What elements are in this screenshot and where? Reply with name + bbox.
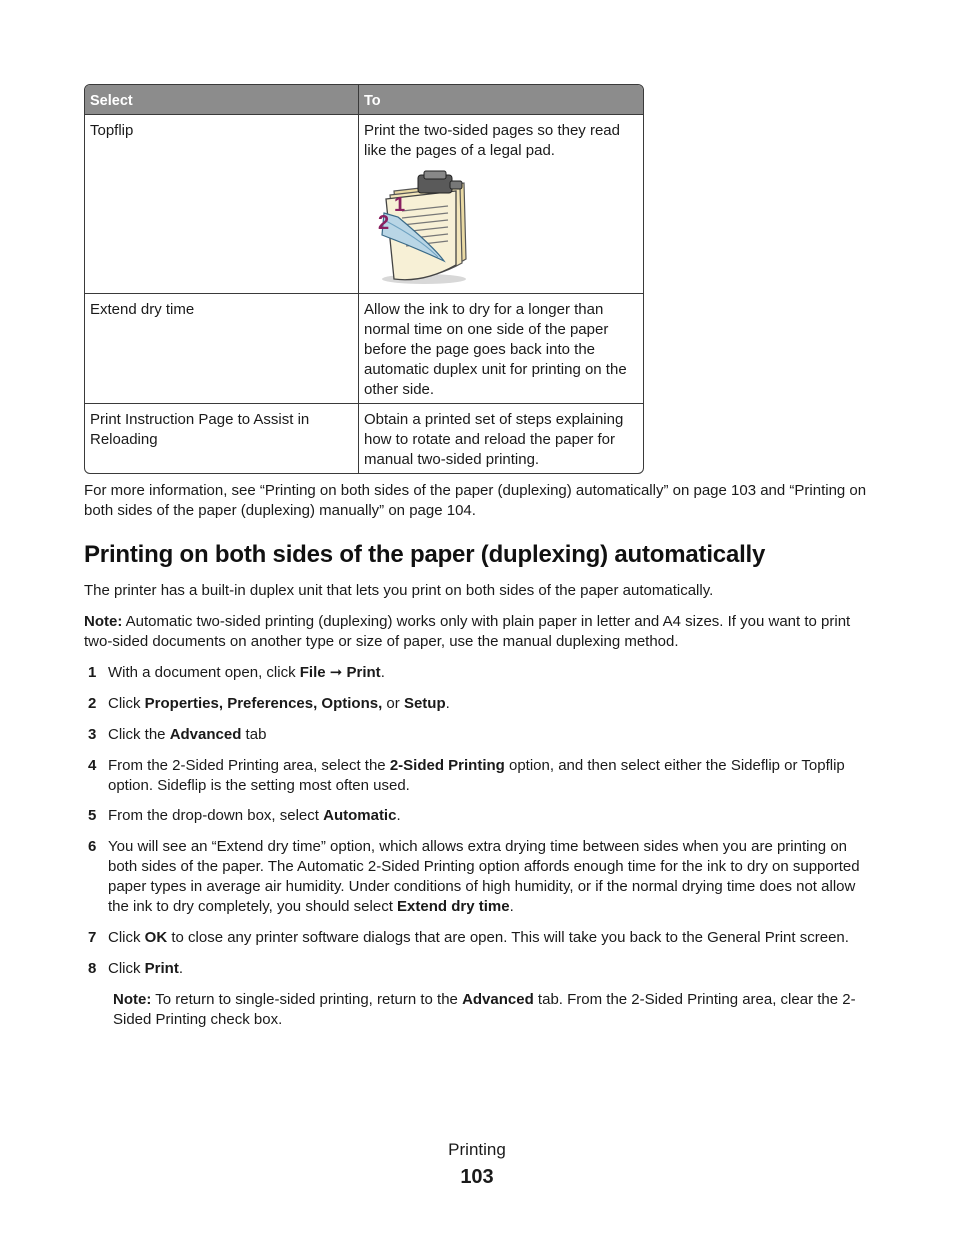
note-text: Automatic two-sided printing (duplexing) works only with plain paper in letter and A4 sizes. If you want to print two-sided documents on another type or size of paper, use the manual duplexing method.: [84, 613, 851, 650]
step-text-part: to close any printer software dialogs that are open. This will take you back to the General Print screen.: [167, 929, 849, 946]
step-text: [108, 928, 874, 948]
illustration-number-1: 1: [394, 194, 406, 216]
step-text-part: option, and then select either the Sideflip or Topflip option. Sideflip is the setting most often used.: [108, 757, 845, 794]
step-bold-part: Properties, Preferences, Options,: [144, 695, 383, 712]
step-bold-part: Setup: [403, 695, 446, 712]
table-row: [85, 293, 643, 403]
step-text: [108, 663, 874, 683]
intro-paragraph: The printer has a built-in duplex unit that lets you print on both sides of the paper automatically.: [84, 582, 714, 599]
step-text-part: Click: [108, 929, 145, 946]
step-bold-part: OK: [144, 929, 168, 946]
note-text: tab. From the 2-Sided Printing area, clear the 2-Sided Printing check box.: [113, 991, 856, 1028]
step-bold-part: File ➞ Print: [299, 664, 381, 681]
step-number: 6: [88, 838, 97, 855]
note-text: To return to single-sided printing, return to the: [151, 991, 463, 1008]
step-text: [108, 959, 874, 979]
step-item: [88, 959, 874, 979]
step-item: [88, 663, 874, 683]
return-note: [113, 990, 873, 1030]
row-select-cell: Print Instruction Page to Assist in Reloading: [85, 404, 359, 473]
step-text-part: Click: [108, 960, 145, 977]
step-text: [108, 806, 874, 826]
step-text-part: .: [178, 960, 184, 977]
step-text-part: .: [396, 807, 401, 824]
row-to-text: Print the two-sided pages so they read like the pages of a legal pad.: [364, 122, 620, 159]
step-text: [108, 725, 874, 745]
step-text-part: .: [509, 898, 514, 915]
step-number: 5: [88, 807, 97, 824]
section-title: Printing on both sides of the paper (duplexing) automatically: [84, 541, 766, 568]
step-number: 2: [88, 695, 97, 712]
step-bold-part: 2-Sided Printing: [389, 757, 505, 774]
step-text-part: You will see an “Extend dry time” option, which allows extra drying time between sides when you are printing on both sides of the paper. The Automatic 2-Sided Printing option affords enough time for the ink to dry on supported paper types in average air humidity. Under conditions of high humidity, or if the normal drying time does not allow the ink to dry completely, you should select: [108, 838, 860, 915]
row-to-cell: Obtain a printed set of steps explaining how to rotate and reload the paper for manual two-sided printing.: [364, 411, 624, 468]
step-text-part: From the 2-Sided Printing area, select the: [108, 757, 390, 774]
illustration-number-2: 2: [378, 212, 390, 234]
step-item: [88, 837, 874, 917]
step-number: 8: [88, 960, 97, 977]
step-text-part: or: [382, 695, 404, 712]
step-item: [88, 694, 874, 714]
footer-section-label: Printing: [448, 1140, 506, 1159]
note-paragraph: [84, 612, 874, 652]
step-bold-part: Automatic: [323, 807, 397, 824]
step-text: [108, 694, 874, 714]
step-bold-part: Print: [144, 960, 179, 977]
row-select-cell: Extend dry time: [85, 294, 359, 403]
step-text-part: From the drop-down box, select: [108, 807, 324, 824]
header-select: Select: [85, 85, 359, 114]
topflip-illustration: [364, 169, 479, 287]
options-table: [84, 84, 644, 474]
step-bold-part: Advanced: [169, 726, 242, 743]
row-select-cell: Topflip: [85, 115, 359, 293]
step-number: 1: [88, 664, 97, 681]
step-text-part: Click the: [108, 726, 170, 743]
note-label: Note:: [84, 613, 123, 630]
step-text: [108, 756, 874, 796]
step-number: 3: [88, 726, 97, 743]
table-row: [85, 403, 643, 473]
step-text-part: .: [380, 664, 385, 681]
row-to-cell: [359, 115, 643, 293]
step-text: [108, 837, 874, 917]
step-text-part: .: [445, 695, 450, 712]
page-number: 103: [460, 1166, 494, 1188]
more-info-paragraph: For more information, see “Printing on both sides of the paper (duplexing) automatically” on page 103 and “Printing on both sides of the paper (duplexing) manually” on page 104.: [84, 482, 867, 519]
step-text-part: Click: [108, 695, 145, 712]
step-item: [88, 725, 874, 745]
note-label: Note:: [113, 991, 152, 1008]
step-text-part: tab: [241, 726, 267, 743]
step-text-part: With a document open, click: [108, 664, 300, 681]
note-bold-part: Advanced: [462, 991, 534, 1008]
step-bold-part: Extend dry time: [397, 898, 510, 915]
step-number: 7: [88, 929, 97, 946]
row-to-cell: Allow the ink to dry for a longer than normal time on one side of the paper before the page goes back into the automatic duplex unit for printing on the other side.: [364, 301, 627, 398]
step-item: [88, 756, 874, 796]
table-row: [85, 114, 643, 293]
step-number: 4: [88, 757, 97, 774]
table-header-row: [85, 85, 643, 114]
header-to: To: [364, 93, 381, 109]
step-item: [88, 928, 874, 948]
step-item: [88, 806, 874, 826]
